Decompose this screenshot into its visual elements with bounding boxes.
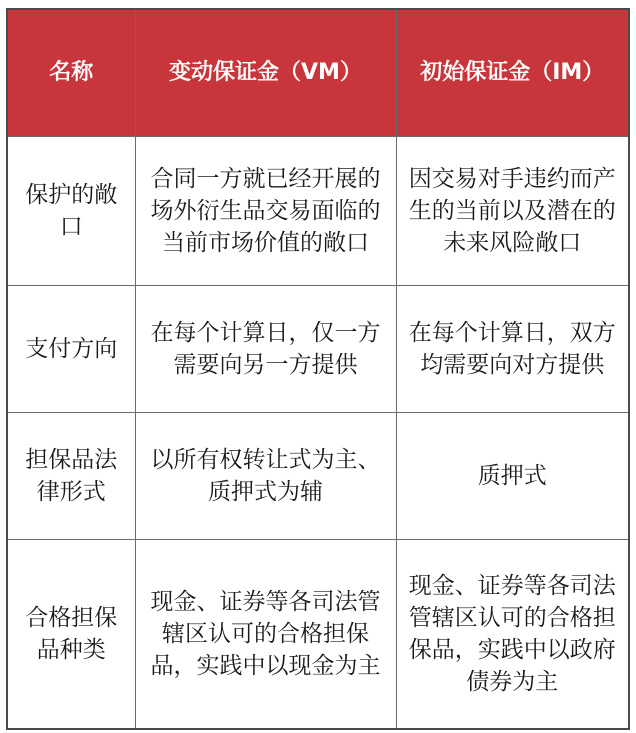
- row-label: 担保品法律形式: [7, 413, 135, 540]
- im-cell: 在每个计算日，双方均需要向对方提供: [396, 286, 629, 413]
- margin-comparison-table: [6, 8, 630, 730]
- header-name: 名称: [7, 9, 135, 137]
- row-label: 合格担保品种类: [7, 540, 135, 730]
- vm-cell: 以所有权转让式为主、质押式为辅: [135, 413, 396, 540]
- vm-cell: 合同一方就已经开展的场外衍生品交易面临的当前市场价值的敞口: [135, 137, 396, 286]
- vm-cell: 现金、证券等各司法管辖区认可的合格担保品，实践中以现金为主: [135, 540, 396, 730]
- table-header-row: [7, 9, 629, 137]
- im-cell: 因交易对手违约而产生的当前以及潜在的未来风险敞口: [396, 137, 629, 286]
- im-cell: 质押式: [396, 413, 629, 540]
- table-row: [7, 540, 629, 730]
- table-row: [7, 413, 629, 540]
- vm-cell: 在每个计算日，仅一方需要向另一方提供: [135, 286, 396, 413]
- table-row: [7, 137, 629, 286]
- table-row: [7, 286, 629, 413]
- im-cell: 现金、证券等各司法管辖区认可的合格担保品，实践中以政府债券为主: [396, 540, 629, 730]
- row-label: 支付方向: [7, 286, 135, 413]
- comparison-table-container: [6, 8, 628, 728]
- header-vm: 变动保证金（VM）: [135, 9, 396, 137]
- header-im: 初始保证金（IM）: [396, 9, 629, 137]
- row-label: 保护的敞口: [7, 137, 135, 286]
